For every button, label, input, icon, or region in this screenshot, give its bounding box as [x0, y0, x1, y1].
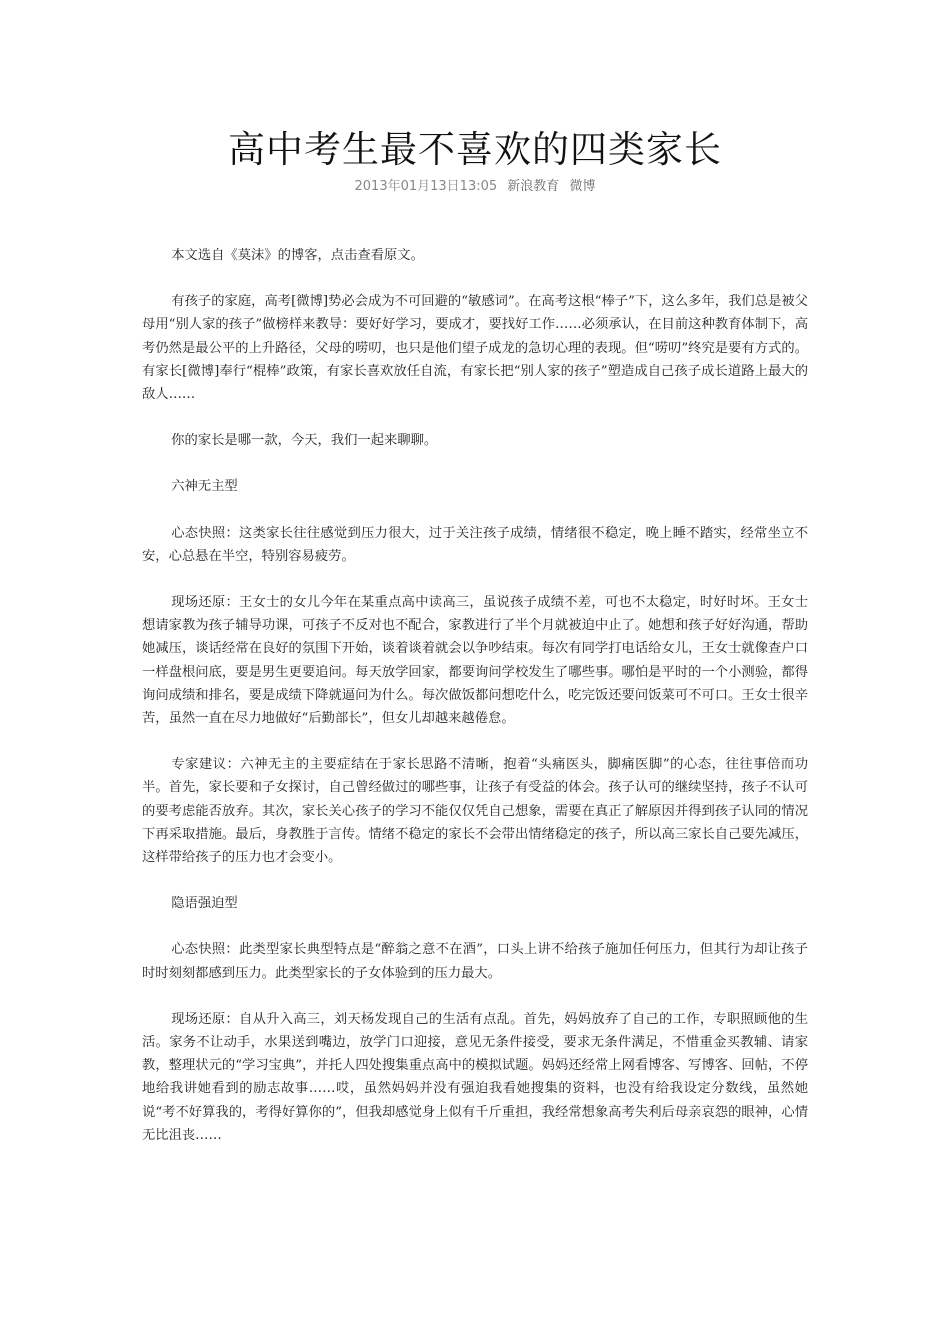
publish-date: 2013年01月13日13:05: [354, 179, 498, 194]
paragraph-mindset-1: 心态快照：这类家长往往感觉到压力很大，过于关注孩子成绩，情绪很不稳定，晚上睡不踏实，经常坐立不安，心总悬在半空，特别容易疲劳。: [142, 525, 808, 564]
article-body: [142, 244, 808, 1170]
section-heading-2: 隐语强迫型: [171, 896, 238, 912]
paragraph-advice-1: 专家建议：六神无主的主要症结在于家长思路不清晰，抱着“头痛医头，脚痛医脚”的心态，往往事倍而功半。首先，家长要和子女探讨，自己曾经做过的哪些事，让孩子有受益的体会。孩子认可的继续坚持，孩子不认可的要考虑能否放弃。其次，家长关心孩子的学习不能仅仅凭自己想象，需要在真正了解原因并得到孩子认同的情况下再采取措施。最后，身教胜于言传。情绪不稳定的家长不会带出情绪稳定的孩子，所以高三家长自己要先减压，这样带给孩子的压力也才会变小。: [142, 757, 808, 866]
paragraph-intro: 本文选自《莫沫》的博客，点击查看原文。: [171, 248, 424, 263]
weibo-link[interactable]: 微博: [569, 179, 596, 194]
paragraph-scene-2: 现场还原：自从升入高三，刘天杨发现自己的生活有点乱。首先，妈妈放弃了自己的工作，专职照顾他的生活。家务不让动手，水果送到嘴边，放学门口迎接，意见无条件接受，要求无条件满足，不惜重金买教辅、请家教，整理状元的“学习宝典”，并托人四处搜集重点高中的模拟试题。妈妈还经常上网看博客、写博客、回帖，不停地给我讲她看到的励志故事……哎，虽然妈妈并没有强迫我看她搜集的资料，也没有给我设定分数线，虽然她说“考不好算我的，考得好算你的”，但我却感觉身上似有千斤重担，我经常想象高考失利后母亲哀怨的眼神，心情无比沮丧……: [142, 1011, 808, 1143]
paragraph-question: 你的家长是哪一款，今天，我们一起来聊聊。: [171, 433, 438, 449]
paragraph-mindset-2: 心态快照：此类型家长典型特点是“醉翁之意不在酒”，口头上讲不给孩子施加任何压力，但其行为却让孩子时时刻刻都感到压力。此类型家长的子女体验到的压力最大。: [142, 942, 808, 981]
article-meta: [0, 178, 950, 196]
section-heading-1: 六神无主型: [171, 479, 238, 495]
article-title: 高中考生最不喜欢的四类家长: [228, 128, 722, 171]
paragraph-preface: 有孩子的家庭，高考[微博]势必会成为不可回避的“敏感词”。在高考这根“棒子”下，这么多年，我们总是被父母用“别人家的孩子”做榜样来教导：要好好学习，要成才，要找好工作……必须承认，在目前这种教育体制下，高考仍然是最公平的上升路径，父母的唠叨，也只是他们望子成龙的急切心理的表现。但“唠叨”终究是要有方式的。有家长[微博]奉行“棍棒”政策，有家长喜欢放任自流，有家长把“别人家的孩子”塑造成自己孩子成长道路上最大的敌人……: [142, 294, 808, 403]
source-link[interactable]: 新浪教育: [507, 179, 560, 194]
paragraph-scene-1: 现场还原：王女士的女儿今年在某重点高中读高三，虽说孩子成绩不差，可也不太稳定，时好时坏。王女士想请家教为孩子辅导功课，可孩子不反对也不配合，家教进行了半个月就被迫中止了。她想和孩子好好沟通，帮助她减压，谈话经常在良好的氛围下开始，谈着谈着就会以争吵结束。每次有同学打电话给女儿，王女士就像查户口一样盘根问底，要是男生更要追问。每天放学回家，都要询问学校发生了哪些事。哪怕是平时的一个小测验，都得询问成绩和排名，要是成绩下降就逼问为什么。每次做饭都问想吃什么，吃完饭还要问饭菜可不可口。王女士很辛苦，虽然一直在尽力地做好“后勤部长”，但女儿却越来越倦怠。: [142, 595, 808, 727]
